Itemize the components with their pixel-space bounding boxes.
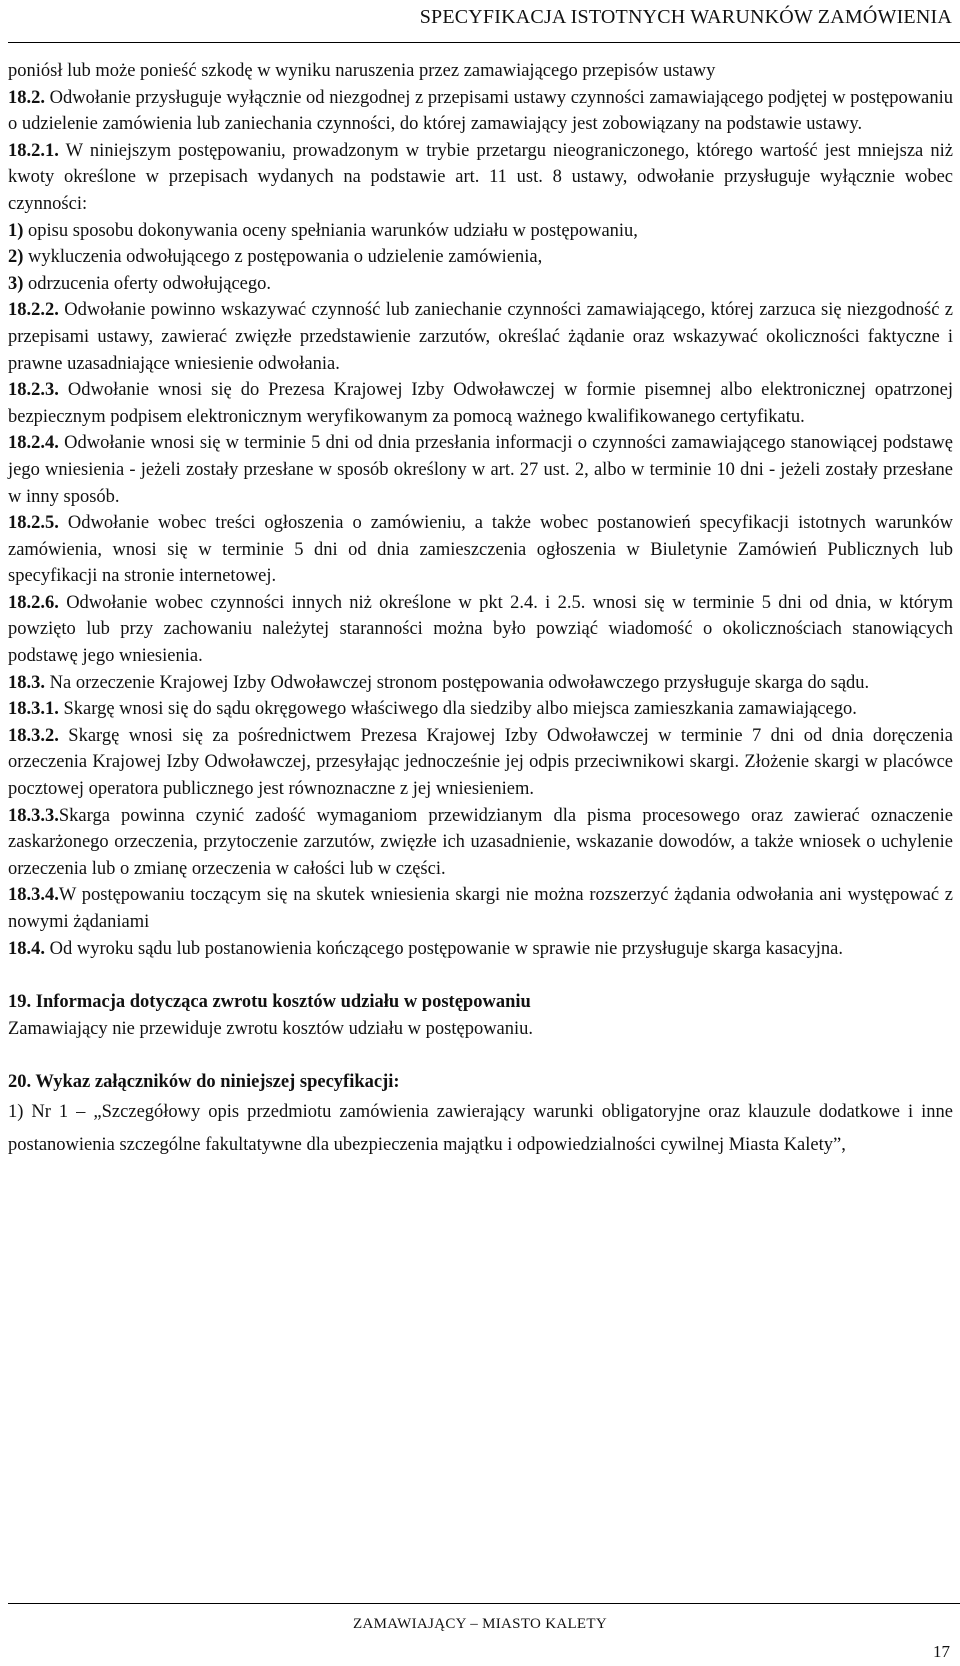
- page-number: 17: [933, 1642, 950, 1661]
- paragraph-number: 18.2.6.: [8, 592, 59, 613]
- list-item-number: 1): [8, 220, 24, 241]
- paragraph-text: W postępowaniu toczącym się na skutek wniesienia skargi nie można rozszerzyć żądania odwołania ani występować z nowymi żądaniami: [8, 885, 953, 932]
- intro-paragraph: [8, 58, 953, 85]
- footer-divider: [8, 1603, 960, 1604]
- paragraph-18-2: [8, 85, 953, 138]
- paragraph-number: 18.4.: [8, 938, 45, 959]
- paragraph-18-2-5: [8, 510, 953, 590]
- footer-title: ZAMAWIAJĄCY – MIASTO KALETY: [353, 1616, 607, 1632]
- paragraph-number: 18.3.4.: [8, 885, 59, 906]
- paragraph-number: 18.2.1.: [8, 140, 59, 161]
- paragraph-18-2-4: [8, 430, 953, 510]
- paragraph-text: Odwołanie wobec treści ogłoszenia o zamówieniu, a także wobec postanowień specyfikacji istotnych warunków zamówienia, wnosi się w terminie 5 dni od dnia zamieszczenia ogłoszenia w Biuletynie Zamówień Publicznych lub specyfikacji na stronie internetowej.: [8, 513, 953, 587]
- attachment-item: 1) Nr 1 – „Szczegółowy opis przedmiotu zamówienia zawierający warunki obligatoryjne oraz klauzule dodatkowe i inne postanowienia szczególne fakultatywne dla ubezpieczenia majątku i odpowiedzialności cywilnej Miasta Kalety”,: [8, 1101, 953, 1155]
- paragraph-18-3-3: [8, 803, 953, 883]
- page-header: [0, 0, 960, 44]
- paragraph-18-2-6: [8, 590, 953, 670]
- paragraph-text: Skarga powinna czynić zadość wymaganiom przewidzianym dla pisma procesowego oraz zawierać oznaczenie zaskarżonego orzeczenia, przytoczenie zarzutów, zwięzłe ich uzasadnienie, wskazanie dowodów, a także wniosek o uchylenie orzeczenia lub o zmianę orzeczenia w całości lub w części.: [8, 805, 953, 879]
- paragraph-number: 18.2.: [8, 87, 45, 108]
- paragraph-18-2-1: [8, 138, 953, 298]
- paragraph-18-3: [8, 670, 953, 697]
- list-item-number: 2): [8, 247, 24, 268]
- section-20-heading: 20. Wykaz załączników do niniejszej specyfikacji:: [8, 1072, 400, 1093]
- paragraph-18-3-1: [8, 696, 953, 723]
- list-item: [8, 244, 953, 271]
- section-19: [8, 989, 953, 1042]
- paragraph-text: Skargę wnosi się za pośrednictwem Prezesa Krajowej Izby Odwoławczej w terminie 7 dni od dnia doręczenia orzeczenia Krajowej Izby Odwoławczej, przesyłając jednocześnie jej odpis przeciwnikowi skargi. Złożenie skargi w placówce pocztowej operatora publicznego jest równoznaczne z jej wniesieniem.: [8, 725, 953, 800]
- list-item: [8, 218, 953, 245]
- paragraph-text: Odwołanie wnosi się w terminie 5 dni od dnia przesłania informacji o czynności zamawiającego stanowiącej podstawę jego wniesienia - jeżeli zostały przesłane w sposób określony w art. 27 ust. 2, albo w terminie 10 dni - jeżeli zostały przesłane w inny sposób.: [8, 433, 953, 507]
- paragraph-text: Skargę wnosi się do sądu okręgowego właściwego dla siedziby albo miejsca zamieszkania zamawiającego.: [58, 699, 857, 720]
- list-item-text: odrzucenia oferty odwołującego.: [23, 273, 272, 294]
- section-spacer: [8, 962, 953, 989]
- list-item: [8, 271, 953, 298]
- paragraph-text: Odwołanie wnosi się do Prezesa Krajowej Izby Odwoławczej w formie pisemnej albo elektronicznej opatrzonej bezpiecznym podpisem elektronicznym weryfikowanym za pomocą ważnego kwalifikowanego certyfikatu.: [8, 380, 953, 427]
- paragraph-18-2-2: [8, 297, 953, 377]
- document-body: [8, 58, 953, 1162]
- paragraph-18-4: [8, 936, 953, 963]
- paragraph-text: Odwołanie wobec czynności innych niż określone w pkt 2.4. i 2.5. wnosi się w terminie 5 dni od dnia, w którym powzięto lub przy zachowaniu należytej staranności można było powziąć wiadomość o okolicznościach stanowiących podstawę jego wniesienia.: [8, 592, 953, 667]
- list-item-text: opisu sposobu dokonywania oceny spełniania warunków udziału w postępowaniu,: [23, 220, 638, 241]
- paragraph-number: 18.3.2.: [8, 725, 59, 746]
- paragraph-number: 18.3.1.: [8, 699, 59, 720]
- header-title: SPECYFIKACJA ISTOTNYCH WARUNKÓW ZAMÓWIENIA: [419, 6, 952, 28]
- section-19-heading: 19. Informacja dotycząca zwrotu kosztów udziału w postępowaniu: [8, 992, 531, 1013]
- paragraph-number: 18.3.3.: [8, 805, 59, 826]
- paragraph-number: 18.2.5.: [8, 513, 59, 534]
- paragraph-18-3-4: [8, 882, 953, 935]
- paragraph-text: Na orzeczenie Krajowej Izby Odwoławczej stronom postępowania odwoławczego przysługuje skarga do sądu.: [45, 672, 870, 693]
- header-divider: [8, 42, 960, 43]
- paragraph-text: Odwołanie przysługuje wyłącznie od niezgodnej z przepisami ustawy czynności zamawiającego podjętej w postępowaniu o udzielenie zamówienia lub zaniechania czynności, do której zamawiający jest zobowiązany na podstawie ustawy.: [8, 87, 953, 135]
- intro-text: poniósł lub może ponieść szkodę w wyniku naruszenia przez zamawiającego przepisów ustawy: [8, 61, 716, 81]
- section-spacer: [8, 1042, 953, 1069]
- paragraph-text: W niniejszym postępowaniu, prowadzonym w trybie przetargu nieograniczonego, którego wartość jest mniejsza niż kwoty określone w przepisach wydanych na podstawie art. 11 ust. 8 ustawy, odwołanie przysługuje wyłącznie wobec czynności:: [8, 140, 953, 214]
- paragraph-number: 18.2.2.: [8, 300, 59, 321]
- paragraph-text: Odwołanie powinno wskazywać czynność lub zaniechanie czynności zamawiającego, której zarzuca się niezgodność z przepisami ustawy, zawierać zwięzłe przedstawienie zarzutów, określać żądanie oraz wskazywać okoliczności faktyczne i prawne uzasadniające wniesienie odwołania.: [8, 300, 953, 374]
- paragraph-18-2-3: [8, 377, 953, 430]
- paragraph-number: 18.2.4.: [8, 433, 59, 454]
- paragraph-text: Od wyroku sądu lub postanowienia kończącego postępowanie w sprawie nie przysługuje skarga kasacyjna.: [45, 938, 844, 959]
- list-item-text: wykluczenia odwołującego z postępowania o udzielenie zamówienia,: [23, 247, 543, 268]
- paragraph-number: 18.3.: [8, 672, 45, 693]
- list-item-number: 3): [8, 273, 24, 294]
- paragraph-number: 18.2.3.: [8, 380, 59, 401]
- section-20: [8, 1069, 953, 1162]
- section-19-text: Zamawiający nie przewiduje zwrotu kosztów udziału w postępowaniu.: [8, 1018, 534, 1039]
- paragraph-18-3-2: [8, 723, 953, 803]
